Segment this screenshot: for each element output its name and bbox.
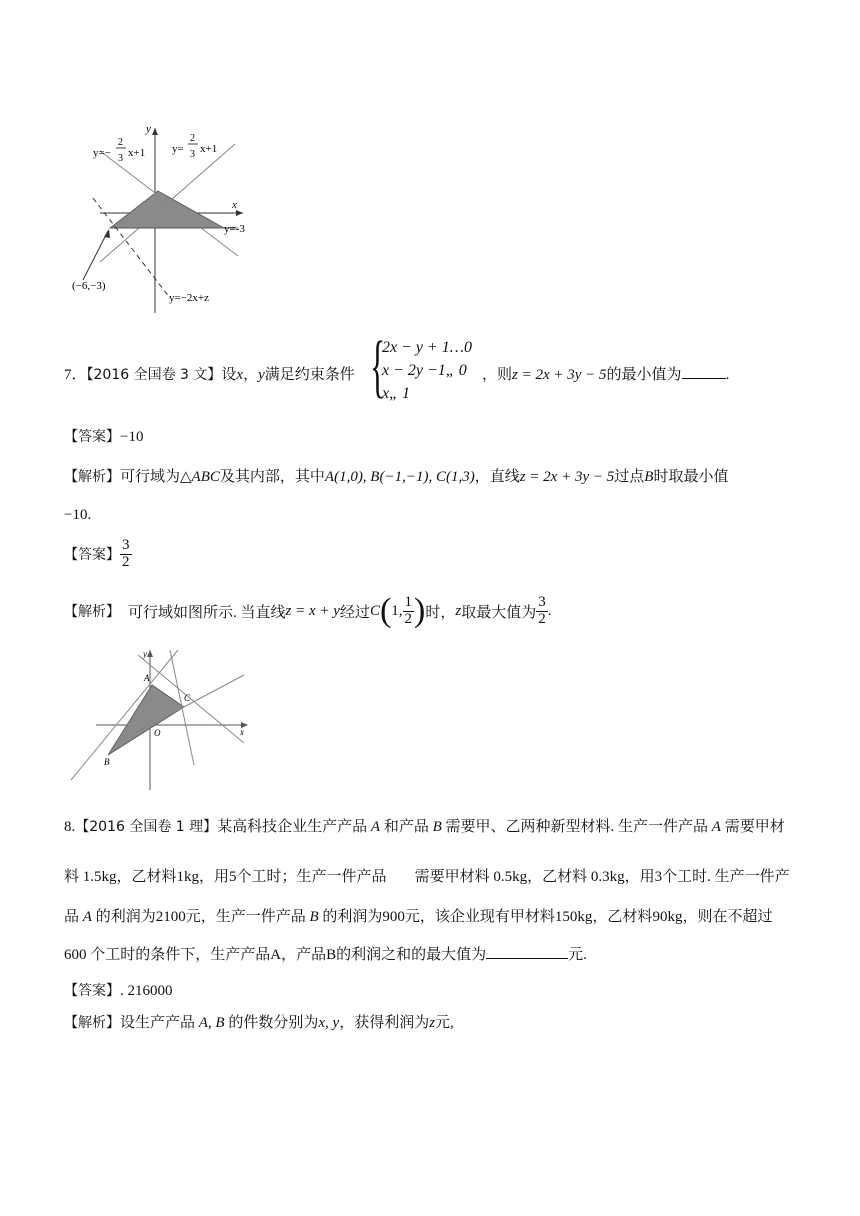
fig2-point-b: B bbox=[104, 757, 110, 767]
q7-var-y: y bbox=[258, 367, 265, 383]
q8-text-4c: A bbox=[270, 947, 282, 963]
q7-text-1: 设 bbox=[221, 367, 237, 383]
q8-product-a: A bbox=[370, 819, 381, 835]
line-label-1-den: 3 bbox=[118, 153, 123, 164]
a8-var-z: z bbox=[429, 1015, 436, 1031]
a8-text-4: 元, bbox=[435, 1015, 454, 1031]
q8-stock-2: 90kg bbox=[652, 909, 683, 925]
q8-text-2f: ，乙材料 bbox=[527, 869, 588, 885]
prev-answer-num: 3 bbox=[122, 537, 130, 553]
prev-text-3: 时， bbox=[425, 604, 456, 621]
q8-text-3e: 元，该企业现有甲材料 bbox=[404, 909, 555, 925]
q7-end: . bbox=[725, 367, 730, 383]
a7-text-5: 时取最小值 bbox=[653, 469, 729, 485]
fig2-x-label: x bbox=[240, 727, 244, 737]
q7-constraint-2: x − 2y −1„ 0 bbox=[382, 362, 467, 379]
a8-text-1: 设生产产品 bbox=[120, 1015, 196, 1031]
point-label: (−6,−3) bbox=[72, 280, 106, 292]
q8-text-4e: B bbox=[326, 947, 337, 963]
q7-stem-tail bbox=[482, 368, 729, 383]
axis-x-label: x bbox=[232, 199, 237, 211]
fig2-shaded-region bbox=[108, 685, 184, 755]
a7-text-4: 过点 bbox=[614, 469, 645, 485]
q8-text-1b: 和产品 bbox=[383, 819, 429, 835]
a8-explanation-tag: 【解析】 bbox=[64, 1015, 120, 1031]
q7-brace: { bbox=[370, 328, 386, 405]
q8-h2: 3 bbox=[654, 869, 663, 885]
prev-c-fraction bbox=[403, 595, 415, 628]
a7-answer-value: −10 bbox=[120, 429, 144, 445]
a8-text-3: ，获得利润为 bbox=[339, 1015, 430, 1031]
q8-text-2c: ，用 bbox=[199, 869, 230, 885]
prev-end: . bbox=[547, 602, 552, 619]
q8-text-2d: 个工时；生产一件产品 bbox=[236, 869, 387, 885]
a8-answer-value: . 216000 bbox=[120, 983, 173, 999]
q8-hours: 600 bbox=[64, 947, 87, 963]
line-label-1: y=− bbox=[93, 147, 111, 159]
q8-text-3b: 的利润为 bbox=[95, 909, 156, 925]
prev-value-den: 2 bbox=[538, 610, 546, 627]
fig2-origin: O bbox=[154, 728, 161, 738]
line-label-2-tail: x+1 bbox=[200, 143, 218, 155]
prev-text-4: 取最大值为 bbox=[461, 604, 537, 621]
q8-text-3a: 品 bbox=[64, 909, 80, 925]
q7-source: 【2016 全国卷 3 文】 bbox=[86, 367, 222, 383]
q8-product-a-2: A bbox=[711, 819, 721, 835]
q7-sep: ， bbox=[243, 367, 259, 383]
prev-c-den: 2 bbox=[404, 610, 413, 627]
q7-text-2: 满足约束条件 bbox=[264, 367, 355, 383]
a7-text-3: ，直线 bbox=[474, 469, 520, 485]
q7-constraint-1: 2x − y + 1…0 bbox=[382, 339, 473, 356]
a7-point-b: B bbox=[644, 469, 654, 485]
prev-answer-fraction bbox=[120, 538, 132, 571]
a7-triangle: △ABC bbox=[180, 469, 220, 485]
q8-m4: 0.3kg bbox=[590, 869, 625, 885]
figure-feasible-region-1 bbox=[60, 118, 275, 318]
q8-answer-blank bbox=[486, 958, 568, 959]
q8-profit-a: 2100 bbox=[155, 909, 186, 925]
q8-h1: 5 bbox=[229, 869, 237, 885]
q8-text-1a: 某高科技企业生产产品 bbox=[217, 819, 368, 835]
prev-value-num: 3 bbox=[538, 593, 546, 610]
line-label-1-tail: x+1 bbox=[128, 147, 146, 159]
a7-explanation-tag: 【解析】 bbox=[64, 469, 120, 485]
q8-text-4b: 个工时的条件下，生产产品 bbox=[90, 947, 271, 963]
q8-text-3f: ，乙材料 bbox=[592, 909, 653, 925]
q8-product-b: B bbox=[432, 819, 442, 835]
shaded-region bbox=[110, 191, 224, 228]
q8-product-a-3: A bbox=[82, 909, 92, 925]
q7-var-x: x bbox=[236, 367, 244, 383]
a8-answer bbox=[64, 984, 173, 999]
q8-text-1d: 需要甲材 bbox=[724, 819, 785, 835]
a8-vars: x, y bbox=[318, 1015, 340, 1031]
q8-m1: 1.5kg bbox=[82, 869, 117, 885]
q7-stem bbox=[64, 368, 355, 383]
prev-explanation: 【解析】 可行域如图所示. 当直线 z = x + y 经过 C ( 1, $\frac{1}{2}$ ) 时， z 取最大值为 $\frac{3}{2}$ . bbox=[64, 592, 552, 629]
prev-line: z = x + y bbox=[285, 602, 340, 619]
prev-text-2: 经过 bbox=[339, 604, 370, 621]
q7-number: 7． bbox=[64, 367, 87, 383]
q8-text-4g: 元. bbox=[568, 947, 587, 963]
q7-text-3: ，则 bbox=[482, 367, 513, 383]
q8-line-3 bbox=[64, 910, 772, 925]
line-label-1-num: 2 bbox=[118, 137, 123, 148]
q8-text-1c: 需要甲、乙两种新型材料. 生产一件产品 bbox=[445, 819, 709, 835]
a7-min-value: −10. bbox=[64, 507, 92, 523]
q8-number: 8. bbox=[64, 819, 76, 835]
q7-answer-blank bbox=[682, 378, 726, 379]
q8-text-3d: 的利润为 bbox=[322, 909, 383, 925]
a8-products: A, B bbox=[198, 1015, 225, 1031]
q8-text-2b: ，乙材料 bbox=[116, 869, 177, 885]
q8-line-2 bbox=[64, 870, 790, 885]
q8-text-2e: 需要甲材料 bbox=[414, 869, 490, 885]
prev-var-z: z bbox=[455, 602, 462, 619]
q8-line-1 bbox=[64, 820, 785, 835]
q8-text-4d: ，产品 bbox=[281, 947, 327, 963]
line-label-2: y= bbox=[172, 143, 184, 155]
q8-line-4 bbox=[64, 948, 587, 963]
q8-text-3c: 元，生产一件产品 bbox=[185, 909, 306, 925]
a7-answer-tag: 【答案】 bbox=[64, 429, 120, 445]
prev-c-x: 1, bbox=[391, 602, 403, 619]
fig2-y-label: y bbox=[143, 649, 147, 659]
q8-text-4f: 的利润之和的最大值为 bbox=[336, 947, 487, 963]
a8-explanation bbox=[64, 1016, 454, 1031]
q7-constraints bbox=[382, 336, 472, 405]
q7-text-4: 的最小值为 bbox=[606, 367, 682, 383]
a7-answer bbox=[64, 430, 143, 445]
prev-text-1: 可行域如图所示. 当直线 bbox=[128, 604, 286, 621]
q8-profit-b: 900 bbox=[382, 909, 405, 925]
prev-answer bbox=[64, 538, 132, 571]
q8-m3: 0.5kg bbox=[493, 869, 528, 885]
prev-point-c: C bbox=[369, 602, 380, 619]
fig2-point-a: A bbox=[144, 673, 150, 683]
q8-source: 【2016 全国卷 1 理】 bbox=[75, 819, 218, 835]
line-label-2-num: 2 bbox=[190, 133, 195, 144]
q8-text-2a: 料 bbox=[64, 869, 80, 885]
prev-value-fraction bbox=[536, 595, 548, 628]
prev-answer-tag: 【答案】 bbox=[64, 547, 120, 564]
prev-answer-den: 2 bbox=[122, 553, 130, 570]
a7-text-1: 可行域为 bbox=[120, 469, 181, 485]
line-label-4: y=−2x+z bbox=[169, 292, 209, 304]
prev-explanation-tag: 【解析】 bbox=[64, 604, 120, 620]
a8-text-2: 的件数分别为 bbox=[228, 1015, 319, 1031]
q7-constraint-3: x„ 1 bbox=[382, 385, 410, 402]
a8-answer-tag: 【答案】 bbox=[64, 983, 120, 999]
figure-feasible-region-2 bbox=[66, 645, 256, 795]
q8-text-3g: ，则在不超过 bbox=[682, 909, 773, 925]
line-label-3: y=-3 bbox=[224, 223, 245, 235]
line-label-2-den: 3 bbox=[190, 149, 195, 160]
a7-line: z = 2x + 3y − 5 bbox=[519, 469, 615, 485]
q8-text-2h: 个工时. 生产一件产 bbox=[662, 869, 790, 885]
q8-text-2g: ，用 bbox=[624, 869, 655, 885]
prev-c-num: 1 bbox=[404, 593, 413, 610]
q8-m2: 1kg bbox=[176, 869, 200, 885]
axis-y-label: y bbox=[146, 123, 151, 135]
q8-stock-1: 150kg bbox=[554, 909, 593, 925]
fig2-point-c: C bbox=[184, 693, 191, 703]
a7-text-2: 及其内部，其中 bbox=[219, 469, 325, 485]
q8-product-b-2: B bbox=[309, 909, 319, 925]
q7-objective: z = 2x + 3y − 5 bbox=[512, 367, 607, 383]
a7-points: A(1,0), B(−1,−1), C(1,3) bbox=[324, 469, 475, 485]
a7-explanation bbox=[64, 470, 728, 485]
